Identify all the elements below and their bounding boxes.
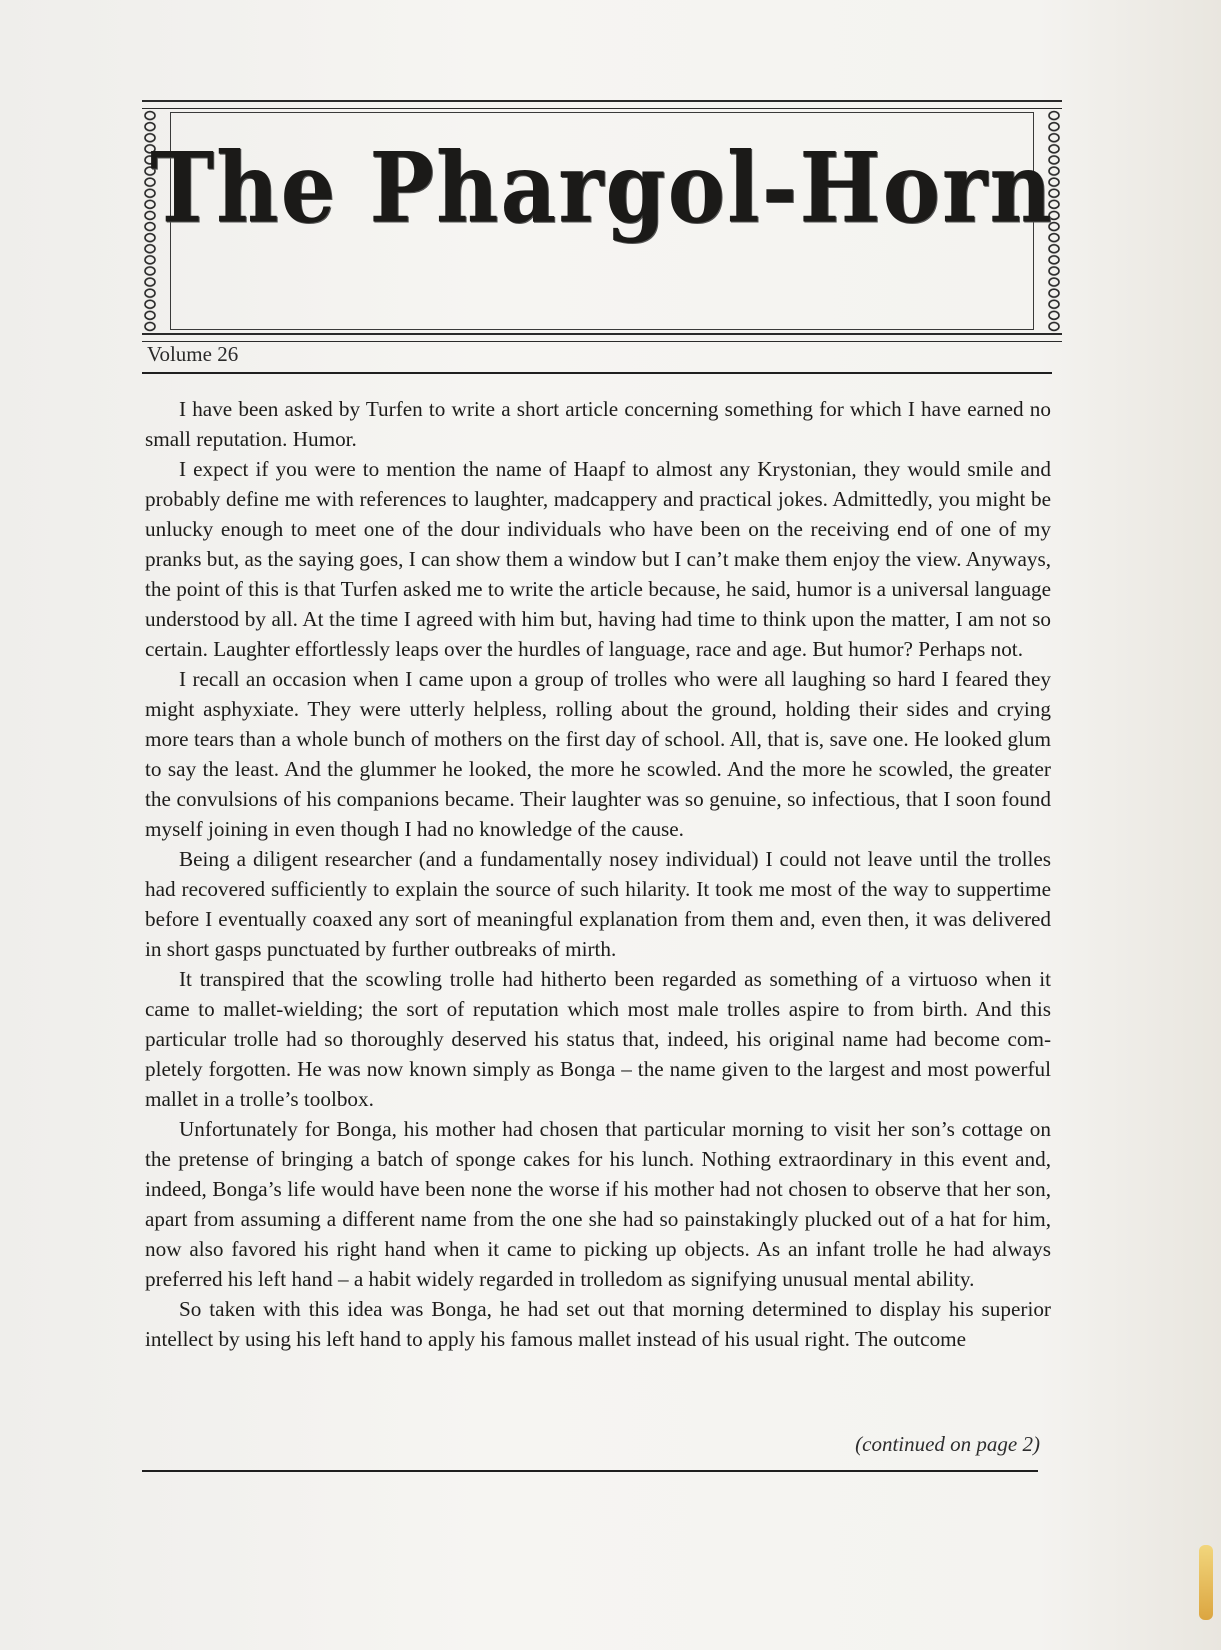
masthead-top-rule <box>142 100 1062 109</box>
paragraph: It transpired that the scowling trolle had hitherto been regarded as something of a virtuoso when it came to mallet-wielding; the sort of reputation which most male trolles aspire to from birth. And this particular trolle had so thoroughly deserved his status that, indeed, his original name had become completely forgotten. He was now known simply as Bonga – the name given to the largest and most powerful mallet in a trolle’s toolbox. <box>145 967 1051 1111</box>
header-divider <box>142 372 1052 374</box>
paragraph: Unfortunately for Bonga, his mother had chosen that particular morning to visit her son’s cottage on the pretense of bringing a batch of sponge cakes for his lunch. Nothing extraordinary in this event and, indeed, Bonga’s life would have been none the worse if his mother had not chosen to observe that her son, apart from assuming a different name from the one she had so painstakingly plucked out of a hat for him, now also favored his right hand when it came to picking up objects. As an infant trolle he had always preferred his left hand – a habit widely regarded in trolledom as signifying unusual mental ability. <box>145 1117 1051 1291</box>
masthead <box>142 100 1062 342</box>
page-edge-highlight <box>1199 1545 1213 1620</box>
article-body <box>145 394 1051 1354</box>
continued-note: (continued on page 2) <box>855 1432 1040 1456</box>
footer-divider <box>142 1470 1038 1472</box>
volume-label: Volume 26 <box>147 342 239 366</box>
paragraph: I recall an occasion when I came upon a group of trolles who were all laughing so hard I feared they might asphyxiate. They were utterly helpless, rolling about the ground, holding their sides and crying more tears than a whole bunch of mothers on the first day of school. All, that is, save one. He looked glum to say the least. And the glummer he looked, the more he scowled. And the more he scowled, the greater the convulsions of his companions became. Their laughter was so genuine, so infectious, that I soon found myself joining in even though I had no knowledge of the cause. <box>145 667 1051 841</box>
masthead-bottom-rule <box>142 333 1062 342</box>
paragraph: I expect if you were to mention the name of Haapf to almost any Krystonian, they would smile and probably define me with references to laughter, madcappery and practical jokes. Admittedly, you might be unlucky enough to meet one of the dour individuals who have been on the receiving end of one of my pranks but, as the saying goes, I can show them a window but I can’t make them enjoy the view. Anyways, the point of this is that Turfen asked me to write the article because, he said, humor is a universal language understood by all. At the time I agreed with him but, having had time to think upon the matter, I am not so certain. Laughter effortlessly leaps over the hurdles of language, race and age. But humor? Perhaps not. <box>145 457 1051 661</box>
paragraph: Being a diligent researcher (and a fundamentally nosey individual) I could not leave until the trolles had recovered sufficiently to explain the source of such hilarity. It took me most of the way to suppertime before I eventually coaxed any sort of meaningful explanation from them and, even then, it was delivered in short gasps punctuated by further outbreaks of mirth. <box>145 847 1051 961</box>
paragraph: So taken with this idea was Bonga, he had set out that morning determined to display his superior intellect by using his left hand to apply his famous mallet instead of his usual right. The outcome <box>145 1297 1051 1351</box>
paragraph: I have been asked by Turfen to write a short article concerning something for which I have earned no small reputation. Humor. <box>145 397 1051 451</box>
newsletter-title: The Phargol-Horn <box>150 131 1054 246</box>
